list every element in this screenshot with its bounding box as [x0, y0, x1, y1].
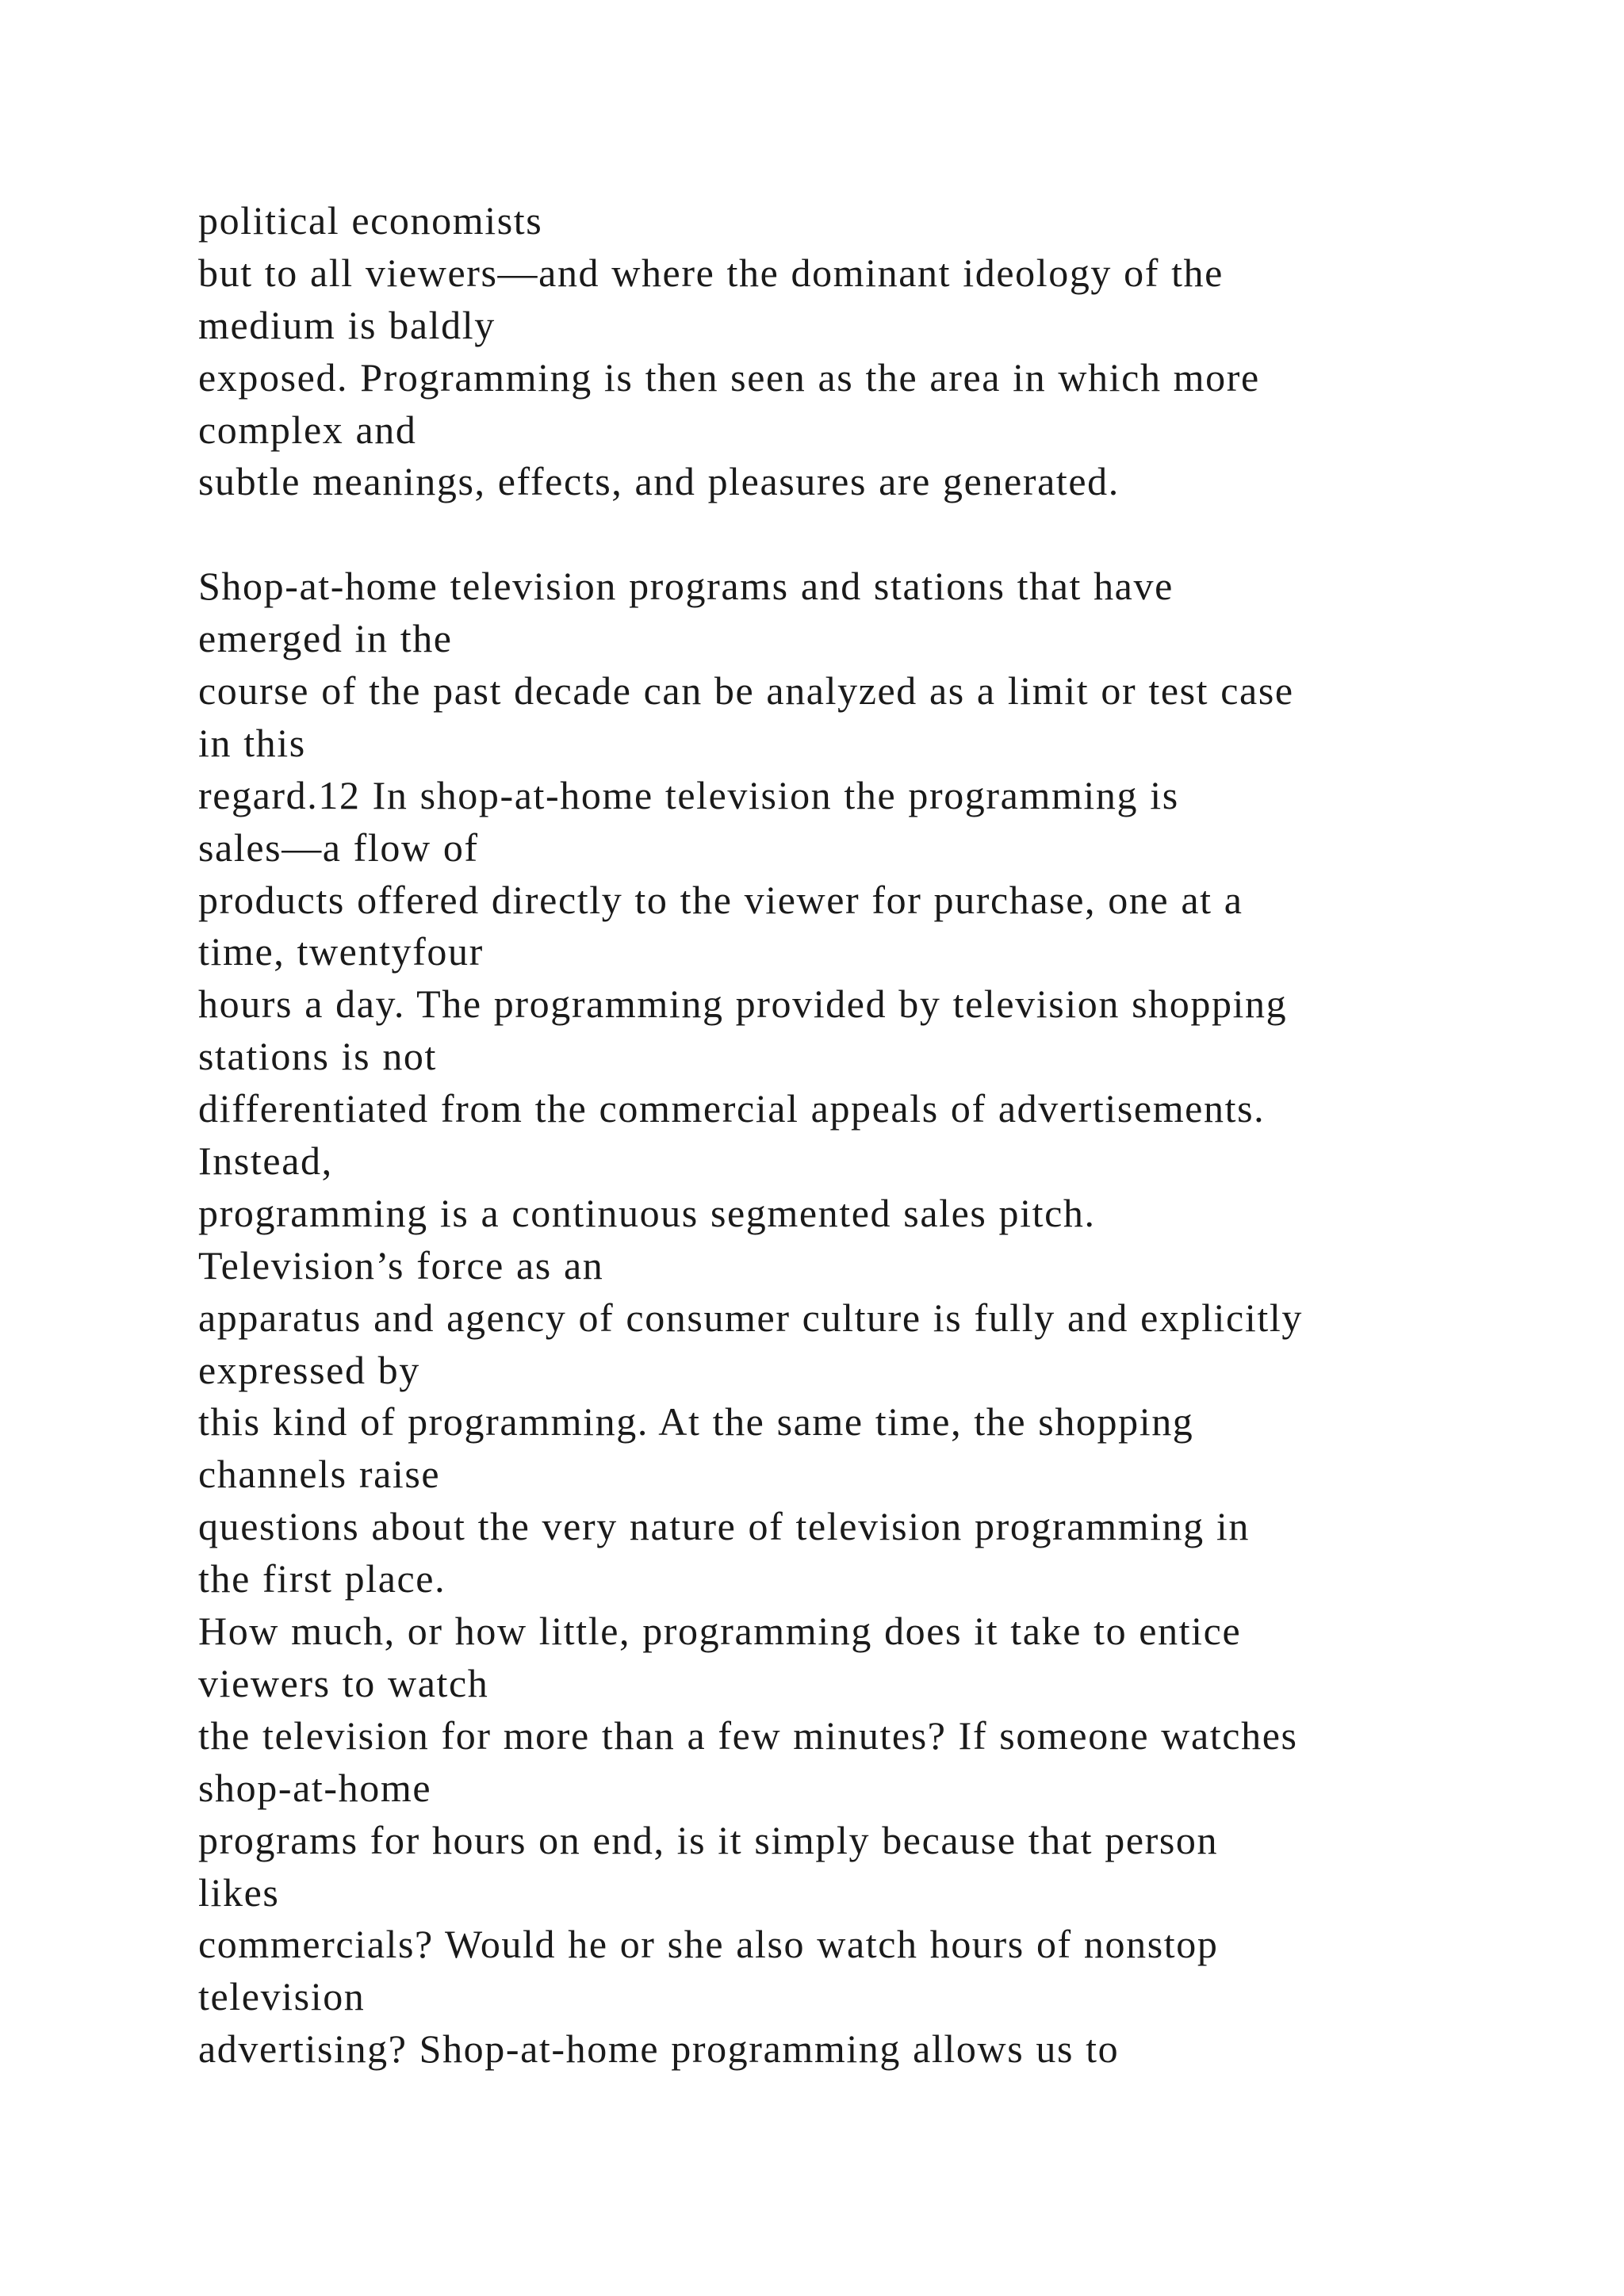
text-line: advertising? Shop-at-home programming allows us to: [198, 2026, 1120, 2072]
text-line: apparatus and agency of consumer culture is fully and explicitly: [198, 1295, 1303, 1340]
text-line: channels raise: [198, 1452, 441, 1497]
text-line: Instead,: [198, 1138, 333, 1184]
text-line: the first place.: [198, 1556, 446, 1601]
text-line: stations is not: [198, 1034, 438, 1079]
body-text: [198, 195, 1594, 2076]
text-line: regard.12 In shop-at-home television the programming is: [198, 772, 1179, 817]
text-line: television: [198, 1974, 366, 2019]
text-line: course of the past decade can be analyzed as a limit or test case: [198, 668, 1294, 714]
text-line: likes: [198, 1869, 280, 1915]
text-line: in this: [198, 720, 306, 765]
text-line: differentiated from the commercial appeals of advertisements.: [198, 1086, 1266, 1131]
text-line: exposed. Programming is then seen as the area in which more: [198, 354, 1260, 400]
text-line: viewers to watch: [198, 1660, 489, 1705]
text-line: commercials? Would he or she also watch hours of nonstop: [198, 1922, 1219, 1967]
text-line: but to all viewers—and where the dominant ideology of the: [198, 250, 1224, 295]
text-line: expressed by: [198, 1347, 420, 1392]
text-line: products offered directly to the viewer for purchase, one at a: [198, 877, 1243, 922]
text-line: programs for hours on end, is it simply because that person: [198, 1817, 1219, 1862]
text-line: Shop-at-home television programs and stations that have: [198, 564, 1174, 609]
text-line: the television for more than a few minutes? If someone watches: [198, 1712, 1298, 1758]
text-line: shop-at-home: [198, 1765, 432, 1810]
text-line: sales—a flow of: [198, 825, 479, 870]
text-line: questions about the very nature of television programming in: [198, 1504, 1250, 1549]
text-line: How much, or how little, programming does it take to entice: [198, 1609, 1242, 1654]
text-line: programming is a continuous segmented sales pitch.: [198, 1190, 1096, 1235]
text-line: time, twentyfour: [198, 929, 484, 974]
text-line: political economists: [198, 198, 543, 243]
text-line: this kind of programming. At the same time, the shopping: [198, 1399, 1194, 1445]
text-line: hours a day. The programming provided by television shopping: [198, 982, 1288, 1027]
text-line: subtle meanings, effects, and pleasures are generated.: [198, 459, 1120, 504]
text-line: emerged in the: [198, 616, 453, 661]
text-line: Television’s force as an: [198, 1242, 604, 1288]
paragraph-break: [198, 508, 1594, 561]
text-line: medium is baldly: [198, 302, 496, 347]
text-line: complex and: [198, 407, 417, 452]
